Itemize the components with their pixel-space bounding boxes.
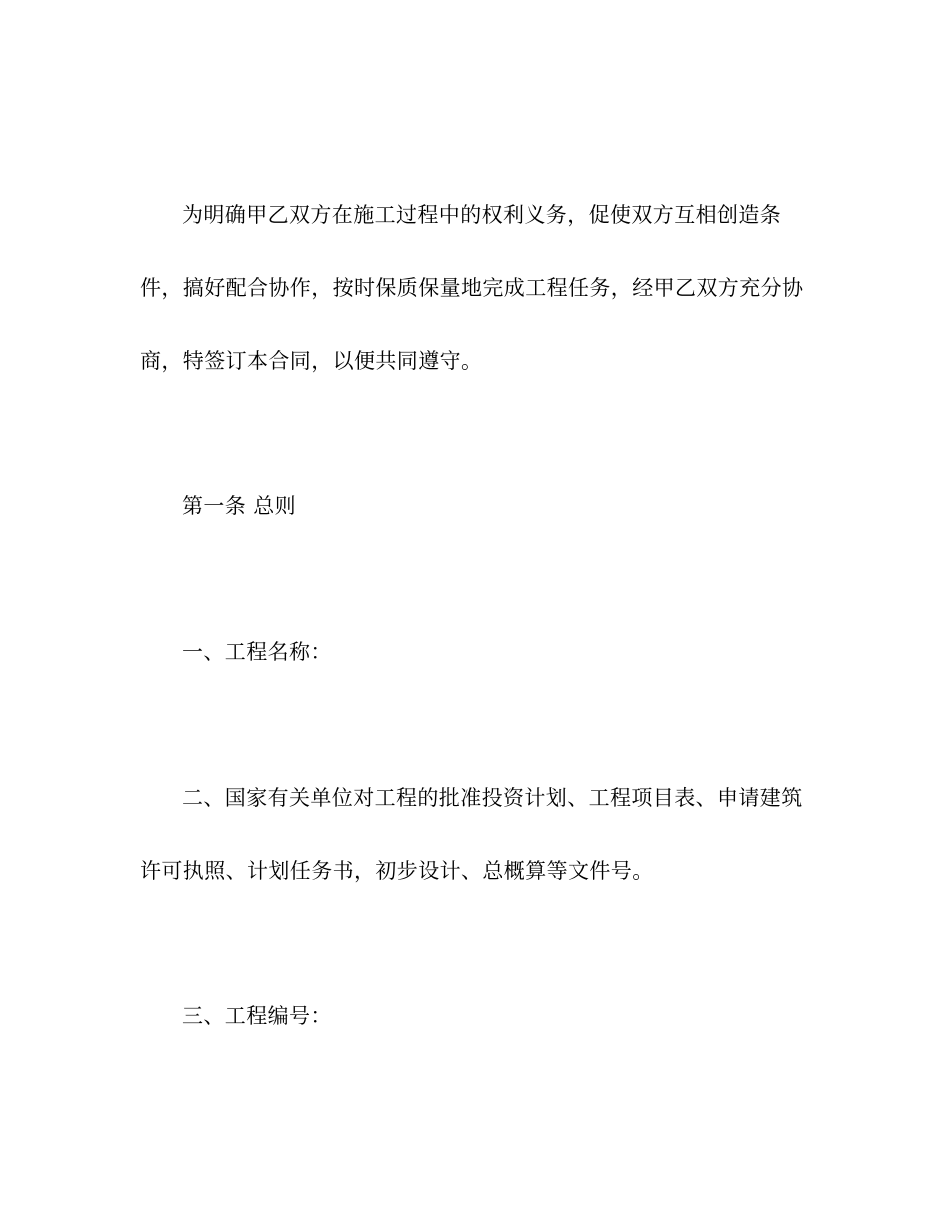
- item-1-project-name: [140, 616, 820, 689]
- intro-line-1: 为明确甲乙双方在施工过程中的权利义务，促使双方互相创造条: [182, 203, 782, 227]
- article-1-heading-text: 第一条 总则: [182, 494, 297, 518]
- item-3-project-number: [140, 980, 820, 1053]
- item-2-line-2: 许可执照、计划任务书，初步设计、总概算等文件号。: [140, 859, 654, 883]
- item-3-text: 三、工程编号：: [182, 1004, 332, 1028]
- item-2-line-1: 二、国家有关单位对工程的批准投资计划、工程项目表、申请建筑: [182, 786, 803, 810]
- intro-paragraph: [140, 179, 820, 398]
- article-1-heading: [140, 470, 820, 543]
- item-1-text: 一、工程名称：: [182, 640, 332, 664]
- intro-line-2: 件，搞好配合协作，按时保质保量地完成工程任务，经甲乙双方充分协: [140, 276, 804, 300]
- item-2-paragraph: [140, 762, 820, 908]
- intro-line-3: 商，特签订本合同，以便共同遵守。: [140, 349, 483, 373]
